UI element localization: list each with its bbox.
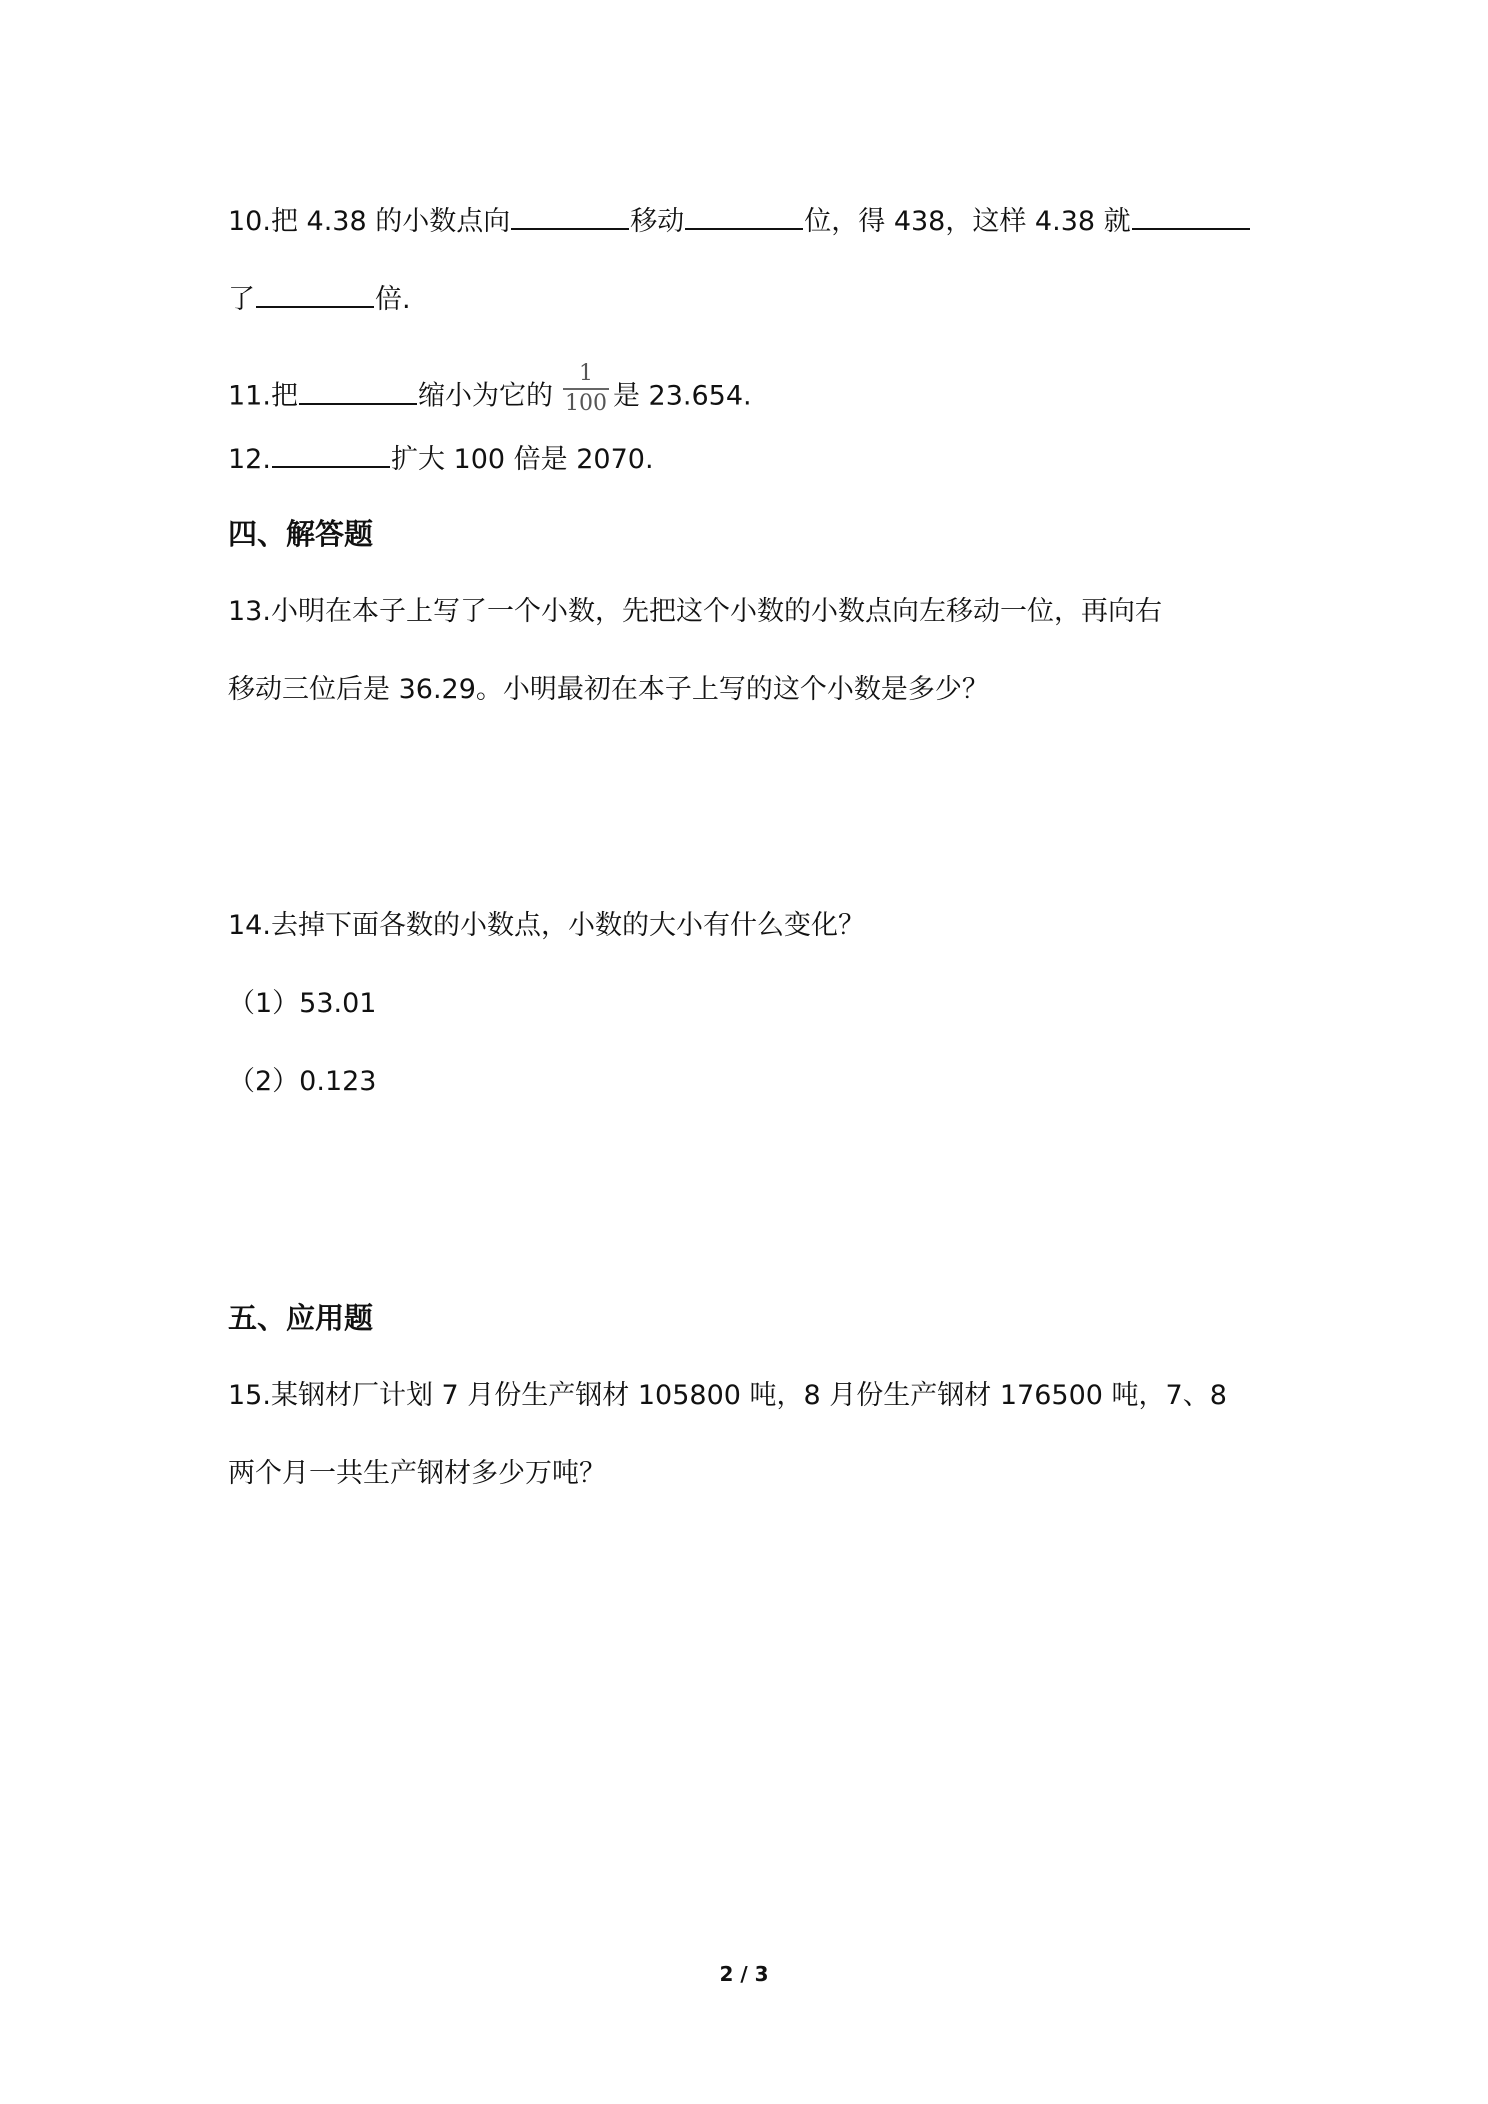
fraction-denominator: 100 (564, 391, 607, 416)
q10-blank-times[interactable] (256, 276, 374, 308)
fraction-numerator: 1 (563, 362, 609, 390)
q10-text-4: 了 (228, 284, 255, 315)
q10-line-2 (228, 276, 411, 320)
page-number: 2 / 3 (719, 1962, 769, 1986)
q15-line-2: 两个月一共生产钢材多少万吨？ (228, 1458, 606, 1489)
q12-blank-number[interactable] (272, 436, 390, 468)
q15-line-1: 15.某钢材厂计划 7 月份生产钢材 105800 吨，8 月份生产钢材 176500 吨，7、8 (228, 1380, 1227, 1411)
q12-line (228, 436, 654, 480)
q10-line-1 (228, 198, 1251, 242)
q10-text-2: 移动 (630, 206, 685, 237)
q10-blank-change[interactable] (1132, 198, 1250, 230)
section-heading-application-questions: 五、应用题 (228, 1301, 374, 1335)
q10-blank-places[interactable] (685, 198, 803, 230)
q14-sub-2: （2）0.123 (228, 1066, 377, 1097)
q11-blank-number[interactable] (299, 373, 417, 405)
section-heading-answer-questions: 四、解答题 (228, 517, 374, 551)
q11-text-1: 11.把 (228, 380, 298, 412)
q10-text-3: 位，得 438，这样 4.38 就 (804, 206, 1131, 237)
q11-line (228, 361, 752, 424)
q10-text-1: 10.把 4.38 的小数点向 (228, 206, 511, 237)
q11-text-3: 是 23.654. (612, 380, 752, 412)
q13-line-2: 移动三位后是 36.29。小明最初在本子上写的这个小数是多少？ (228, 674, 989, 705)
q14-line-1: 14.去掉下面各数的小数点，小数的大小有什么变化？ (228, 910, 865, 941)
q12-text-1: 12. (228, 444, 271, 475)
q10-text-5: 倍. (375, 284, 411, 315)
q13-line-1: 13.小明在本子上写了一个小数，先把这个小数的小数点向左移动一位，再向右 (228, 596, 1162, 627)
q11-text-2: 缩小为它的 (417, 380, 553, 412)
fraction-one-hundredth (563, 362, 609, 416)
q12-text-2: 扩大 100 倍是 2070. (390, 444, 654, 475)
q14-sub-1: （1）53.01 (228, 988, 377, 1019)
q10-blank-direction[interactable] (511, 198, 629, 230)
